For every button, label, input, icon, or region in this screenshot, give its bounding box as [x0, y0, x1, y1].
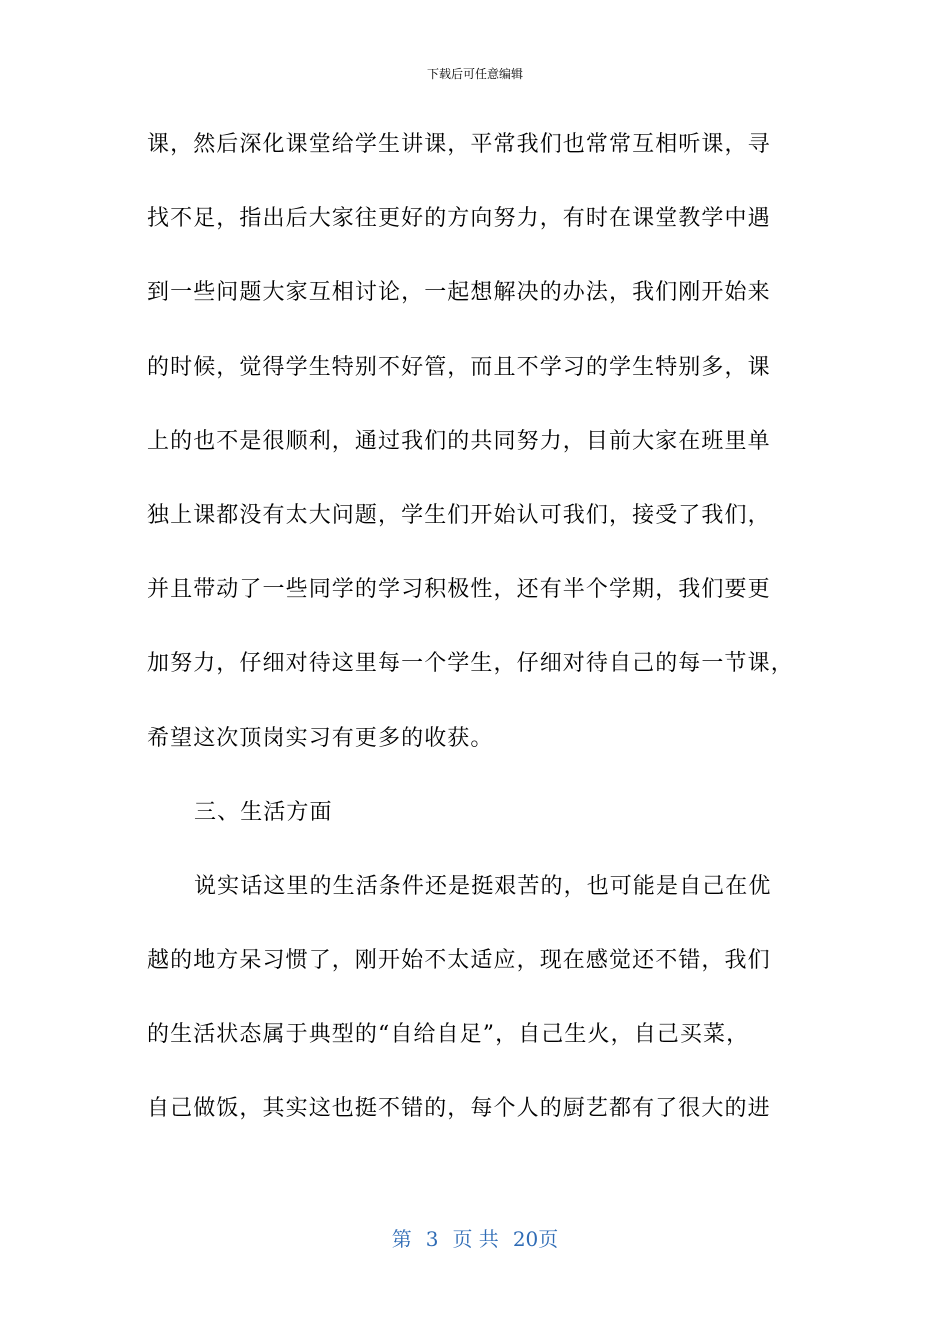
body-line: 自己做饭，其实这也挺不错的，每个人的厨艺都有了很大的进	[147, 1096, 771, 1122]
footer-prefix: 第	[391, 1227, 412, 1251]
page-footer	[0, 1226, 950, 1252]
document-body	[147, 122, 827, 1161]
body-line: 到一些问题大家互相讨论，一起想解决的办法，我们刚开始来	[147, 280, 771, 306]
body-line: 独上课都没有太大问题，学生们开始认可我们，接受了我们，	[147, 502, 771, 528]
body-line: 课，然后深化课堂给学生讲课，平常我们也常常互相听课，寻	[147, 132, 771, 157]
body-line: 希望这次顶岗实习有更多的收获。	[147, 725, 494, 751]
body-line: 说实话这里的生活条件还是挺艰苦的，也可能是自己在优	[194, 873, 772, 899]
body-line: 加努力，仔细对待这里每一个学生，仔细对待自己的每一节课，	[147, 651, 794, 677]
body-line: 并且带动了一些同学的学习积极性，还有半个学期，我们要更	[147, 577, 771, 603]
footer-page-number: 3	[425, 1227, 439, 1251]
section-heading: 三、生活方面	[194, 799, 333, 825]
body-line: 的生活状态属于典型的“自给自足”，自己生火，自己买菜，	[147, 1022, 750, 1048]
footer-total-pages: 20	[512, 1227, 539, 1251]
body-line: 上的也不是很顺利，通过我们的共同努力，目前大家在班里单	[147, 428, 771, 454]
body-line: 越的地方呆习惯了，刚开始不太适应，现在感觉还不错，我们	[147, 948, 771, 974]
footer-middle: 页 共	[452, 1227, 499, 1251]
footer-suffix: 页	[538, 1227, 559, 1251]
body-line: 找不足，指出后大家往更好的方向努力，有时在课堂教学中遇	[147, 206, 771, 232]
body-line: 的时候，觉得学生特别不好管，而且不学习的学生特别多，课	[147, 354, 771, 380]
page-header: 下载后可任意编辑	[426, 67, 523, 81]
